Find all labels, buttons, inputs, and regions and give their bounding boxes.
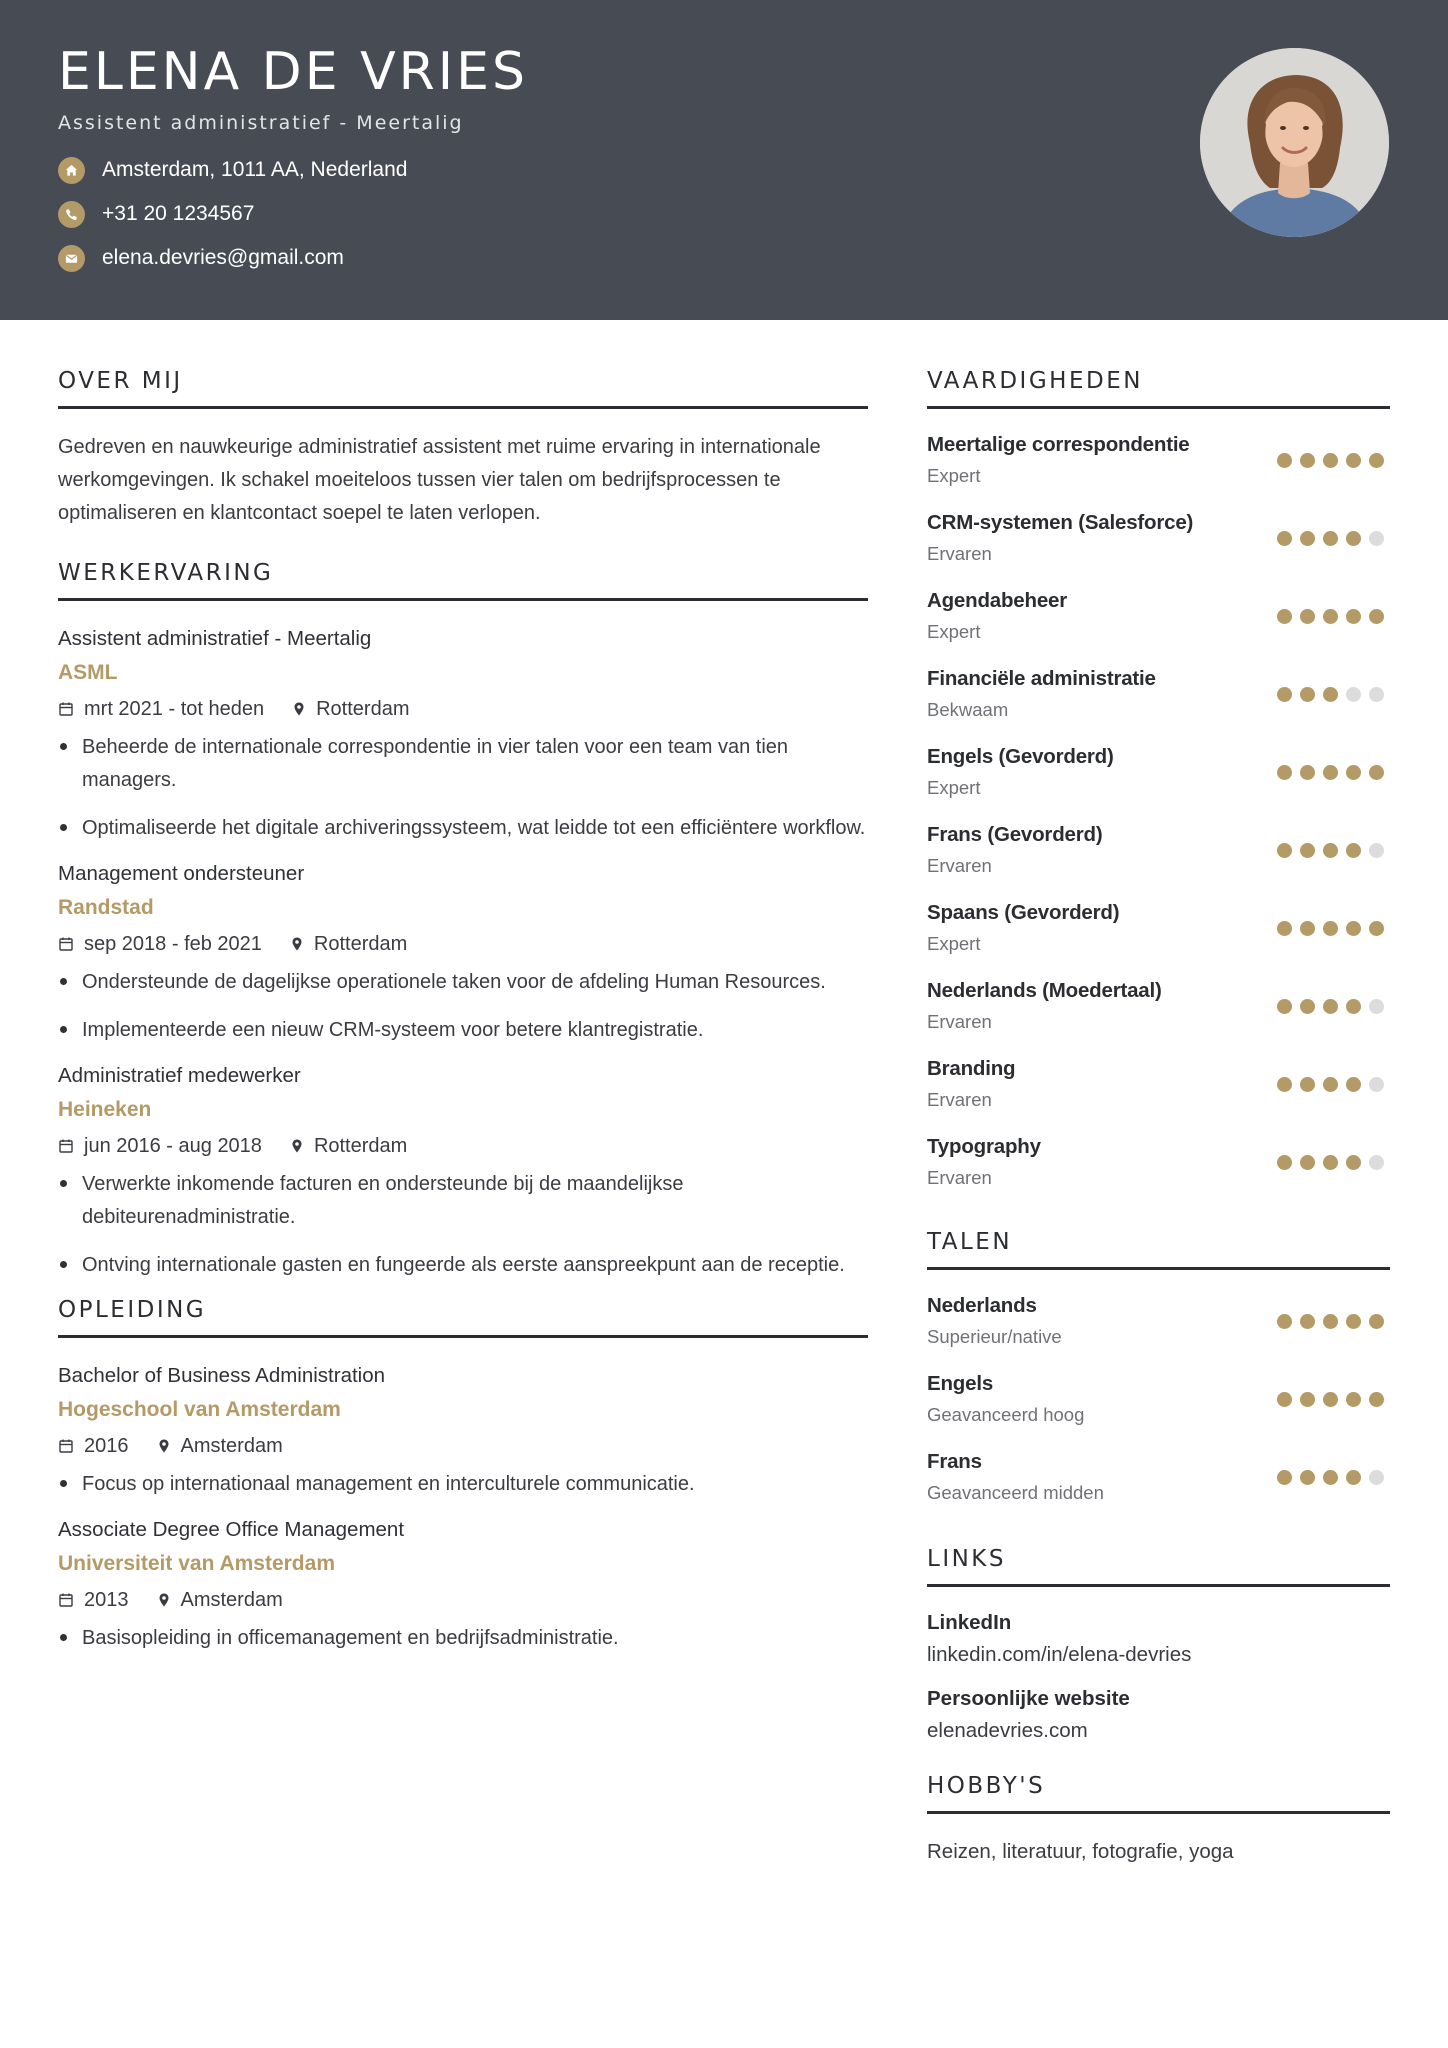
link-item[interactable] [927, 1609, 1390, 1669]
rating-dot-filled [1346, 921, 1361, 936]
candidate-name: ELENA DE VRIES [58, 42, 529, 102]
rating-dot-filled [1300, 843, 1315, 858]
bullet-text: Ondersteunde de dagelijkse operationele taken voor de afdeling Human Resources. [82, 971, 826, 993]
rating-dot-filled [1346, 1314, 1361, 1329]
rating-dot-filled [1323, 453, 1338, 468]
bullet-item [58, 731, 868, 797]
bullet-text: Beheerde de internationale correspondentie in vier talen voor een team van tien managers. [82, 736, 789, 791]
rating-dot-filled [1323, 843, 1338, 858]
skill-rating [1277, 1077, 1384, 1092]
education-year: 2013 [84, 1588, 129, 1611]
rating-dot-filled [1277, 999, 1292, 1014]
rating-dot-filled [1323, 1077, 1338, 1092]
rating-dot-filled [1277, 687, 1292, 702]
education-school: Hogeschool van Amsterdam [58, 1398, 341, 1421]
skill-rating [1277, 1155, 1384, 1170]
job-location: Rotterdam [313, 932, 408, 955]
bullet-text: Optimaliseerde het digitale archiveringssysteem, wat leidde tot een efficiëntere workflow. [82, 817, 866, 839]
link-item[interactable] [927, 1685, 1390, 1745]
rating-dot-filled [1323, 1392, 1338, 1407]
language-level: Superieur/native [927, 1326, 1062, 1347]
right-column [927, 368, 1390, 1864]
bullet-item [58, 1468, 868, 1501]
rating-dot-filled [1346, 1077, 1361, 1092]
language-rating [1277, 1470, 1384, 1485]
rating-dot-empty [1369, 531, 1384, 546]
skill-item [927, 977, 1390, 1055]
rating-dot-empty [1369, 1077, 1384, 1092]
language-rating [1277, 1392, 1384, 1407]
rating-dot-filled [1323, 765, 1338, 780]
address-text: Amsterdam, 1011 AA, Nederland [102, 158, 408, 181]
job-role: Management ondersteuner [58, 862, 305, 885]
skill-level: Bekwaam [927, 699, 1009, 720]
rating-dot-filled [1277, 609, 1292, 624]
skill-level: Ervaren [927, 1011, 992, 1032]
location-pin-icon [157, 1592, 171, 1608]
rating-dot-filled [1277, 1077, 1292, 1092]
calendar-icon [58, 936, 74, 952]
skill-name: Agendabeheer [927, 589, 1067, 612]
profile-photo [1200, 48, 1389, 237]
skill-level: Ervaren [927, 1167, 992, 1188]
job-meta [58, 1132, 868, 1160]
skill-level: Ervaren [927, 855, 992, 876]
rating-dot-filled [1369, 609, 1384, 624]
skill-level: Expert [927, 465, 981, 486]
section-title-about: OVER MIJ [58, 368, 868, 409]
section-title-skills: VAARDIGHEDEN [927, 368, 1390, 409]
rating-dot-empty [1369, 999, 1384, 1014]
phone-icon [58, 201, 85, 228]
bullet-item [58, 1622, 868, 1655]
skill-rating [1277, 609, 1384, 624]
skill-rating [1277, 765, 1384, 780]
job-entry [58, 860, 868, 1047]
bullet-item [58, 1168, 868, 1234]
rating-dot-filled [1323, 531, 1338, 546]
skill-item [927, 509, 1390, 587]
link-label: LinkedIn [927, 1611, 1012, 1634]
rating-dot-empty [1369, 687, 1384, 702]
rating-dot-filled [1323, 999, 1338, 1014]
rating-dot-filled [1300, 999, 1315, 1014]
skill-level: Ervaren [927, 1089, 992, 1110]
education-location: Amsterdam [180, 1588, 283, 1611]
language-level: Geavanceerd midden [927, 1482, 1104, 1503]
rating-dot-filled [1346, 531, 1361, 546]
job-role: Assistent administratief - Meertalig [58, 627, 372, 650]
bullet-item [58, 812, 868, 845]
bullet-item [58, 966, 868, 999]
rating-dot-filled [1300, 1470, 1315, 1485]
rating-dot-filled [1346, 999, 1361, 1014]
education-meta [58, 1586, 868, 1614]
rating-dot-filled [1277, 1314, 1292, 1329]
job-period: sep 2018 - feb 2021 [84, 932, 262, 955]
rating-dot-filled [1346, 1155, 1361, 1170]
skill-rating [1277, 843, 1384, 858]
calendar-icon [58, 1438, 74, 1454]
rating-dot-filled [1369, 1392, 1384, 1407]
education-degree: Bachelor of Business Administration [58, 1364, 386, 1387]
hobbies-text: Reizen, literatuur, fotografie, yoga [927, 1840, 1234, 1863]
job-location: Rotterdam [316, 697, 410, 720]
bullet-text: Implementeerde een nieuw CRM-systeem voor betere klantregistratie. [82, 1019, 704, 1041]
education-entry [58, 1516, 868, 1655]
skill-rating [1277, 999, 1384, 1014]
location-pin-icon [290, 936, 304, 952]
rating-dot-filled [1300, 531, 1315, 546]
rating-dot-empty [1369, 1470, 1384, 1485]
location-pin-icon [292, 701, 306, 717]
about-text: Gedreven en nauwkeurige administratief assistent met ruime ervaring in internationale werkomgevingen. Ik schakel moeiteloos tussen vier talen om bedrijfsprocessen te optimaliseren en klantcontact soepel te laten verlopen. [58, 436, 821, 524]
job-bullets [58, 1168, 868, 1282]
skill-name: CRM-systemen (Salesforce) [927, 511, 1194, 534]
left-column [58, 368, 868, 1670]
section-title-experience: WERKERVARING [58, 560, 868, 601]
link-url[interactable]: elenadevries.com [927, 1719, 1088, 1742]
rating-dot-filled [1369, 453, 1384, 468]
job-bullets [58, 966, 868, 1047]
home-icon [58, 157, 85, 184]
education-bullets [58, 1622, 868, 1655]
education-location: Amsterdam [180, 1434, 283, 1457]
language-item [927, 1370, 1390, 1448]
skill-level: Expert [927, 933, 981, 954]
job-company: Randstad [58, 896, 154, 919]
language-name: Engels [927, 1372, 994, 1395]
education-entry [58, 1362, 868, 1501]
rating-dot-empty [1346, 687, 1361, 702]
rating-dot-filled [1346, 609, 1361, 624]
skill-name: Nederlands (Moedertaal) [927, 979, 1162, 1002]
rating-dot-filled [1300, 687, 1315, 702]
rating-dot-filled [1277, 843, 1292, 858]
job-meta [58, 695, 868, 723]
rating-dot-filled [1346, 453, 1361, 468]
skill-name: Branding [927, 1057, 1016, 1080]
skill-rating [1277, 531, 1384, 546]
rating-dot-filled [1300, 1314, 1315, 1329]
section-title-links: LINKS [927, 1546, 1390, 1587]
skill-name: Spaans (Gevorderd) [927, 901, 1120, 924]
languages-list [927, 1292, 1390, 1526]
phone-text: +31 20 1234567 [102, 202, 255, 225]
calendar-icon [58, 701, 74, 717]
resume-header [0, 0, 1448, 320]
skill-name: Frans (Gevorderd) [927, 823, 1103, 846]
bullet-text: Verwerkte inkomende facturen en ondersteunde bij de maandelijkse debiteurenadministratie. [82, 1173, 684, 1228]
location-pin-icon [290, 1138, 304, 1154]
bullet-text: Focus op internationaal management en interculturele communicatie. [82, 1473, 695, 1495]
skill-name: Typography [927, 1135, 1041, 1158]
job-period: mrt 2021 - tot heden [84, 697, 265, 720]
rating-dot-filled [1346, 1470, 1361, 1485]
job-company: Heineken [58, 1098, 152, 1121]
bullet-text: Ontving internationale gasten en fungeerde als eerste aanspreekpunt aan de receptie. [82, 1254, 845, 1276]
section-title-hobbies: HOBBY'S [927, 1773, 1390, 1814]
rating-dot-filled [1323, 609, 1338, 624]
mail-icon [58, 245, 85, 272]
rating-dot-filled [1323, 1470, 1338, 1485]
job-period: jun 2016 - aug 2018 [84, 1134, 262, 1157]
rating-dot-filled [1300, 1392, 1315, 1407]
skill-item [927, 821, 1390, 899]
link-label: Persoonlijke website [927, 1687, 1130, 1710]
rating-dot-filled [1300, 453, 1315, 468]
language-name: Nederlands [927, 1294, 1037, 1317]
rating-dot-filled [1277, 1470, 1292, 1485]
bullet-item [58, 1014, 868, 1047]
education-school: Universiteit van Amsterdam [58, 1552, 335, 1575]
rating-dot-filled [1277, 1392, 1292, 1407]
rating-dot-filled [1369, 921, 1384, 936]
calendar-icon [58, 1138, 74, 1154]
contact-address [58, 155, 407, 185]
rating-dot-filled [1346, 765, 1361, 780]
rating-dot-filled [1346, 843, 1361, 858]
skill-item [927, 743, 1390, 821]
skill-item [927, 1133, 1390, 1211]
bullet-text: Basisopleiding in officemanagement en bedrijfsadministratie. [82, 1627, 619, 1649]
rating-dot-empty [1369, 843, 1384, 858]
rating-dot-filled [1323, 1314, 1338, 1329]
language-item [927, 1448, 1390, 1526]
skill-item [927, 1055, 1390, 1133]
skill-rating [1277, 453, 1384, 468]
language-rating [1277, 1314, 1384, 1329]
rating-dot-filled [1300, 1155, 1315, 1170]
education-bullets [58, 1468, 868, 1501]
rating-dot-filled [1277, 453, 1292, 468]
rating-dot-filled [1346, 1392, 1361, 1407]
email-text: elena.devries@gmail.com [102, 246, 344, 269]
job-entry [58, 1062, 868, 1282]
rating-dot-filled [1369, 1314, 1384, 1329]
language-name: Frans [927, 1450, 982, 1473]
education-meta [58, 1432, 868, 1460]
link-url[interactable]: linkedin.com/in/elena-devries [927, 1643, 1192, 1666]
job-company: ASML [58, 661, 118, 684]
education-degree: Associate Degree Office Management [58, 1518, 405, 1541]
bullet-item [58, 1249, 868, 1282]
skill-rating [1277, 921, 1384, 936]
contact-email[interactable] [58, 243, 344, 273]
skill-level: Expert [927, 777, 981, 798]
calendar-icon [58, 1592, 74, 1608]
section-title-languages: TALEN [927, 1229, 1390, 1270]
links-list [927, 1609, 1390, 1745]
skill-item [927, 665, 1390, 743]
location-pin-icon [157, 1438, 171, 1454]
rating-dot-filled [1300, 609, 1315, 624]
rating-dot-filled [1300, 765, 1315, 780]
job-location: Rotterdam [313, 1134, 408, 1157]
skill-level: Expert [927, 621, 981, 642]
rating-dot-filled [1323, 1155, 1338, 1170]
rating-dot-filled [1323, 687, 1338, 702]
rating-dot-filled [1277, 765, 1292, 780]
rating-dot-filled [1323, 921, 1338, 936]
skill-item [927, 431, 1390, 509]
skill-rating [1277, 687, 1384, 702]
skill-name: Engels (Gevorderd) [927, 745, 1114, 768]
skill-name: Financiële administratie [927, 667, 1156, 690]
job-entry [58, 625, 868, 845]
skill-name: Meertalige correspondentie [927, 433, 1190, 456]
skills-list [927, 431, 1390, 1211]
job-role: Administratief medewerker [58, 1064, 301, 1087]
job-meta [58, 930, 868, 958]
job-bullets [58, 731, 868, 845]
education-year: 2016 [84, 1434, 129, 1457]
rating-dot-filled [1300, 1077, 1315, 1092]
candidate-subtitle: Assistent administratief - Meertalig [58, 112, 464, 134]
rating-dot-filled [1277, 531, 1292, 546]
skill-level: Ervaren [927, 543, 992, 564]
section-title-education: OPLEIDING [58, 1297, 868, 1338]
rating-dot-filled [1277, 921, 1292, 936]
language-level: Geavanceerd hoog [927, 1404, 1085, 1425]
skill-item [927, 899, 1390, 977]
rating-dot-filled [1277, 1155, 1292, 1170]
language-item [927, 1292, 1390, 1370]
rating-dot-empty [1369, 1155, 1384, 1170]
rating-dot-filled [1300, 921, 1315, 936]
rating-dot-filled [1369, 765, 1384, 780]
contact-phone [58, 199, 254, 229]
skill-item [927, 587, 1390, 665]
